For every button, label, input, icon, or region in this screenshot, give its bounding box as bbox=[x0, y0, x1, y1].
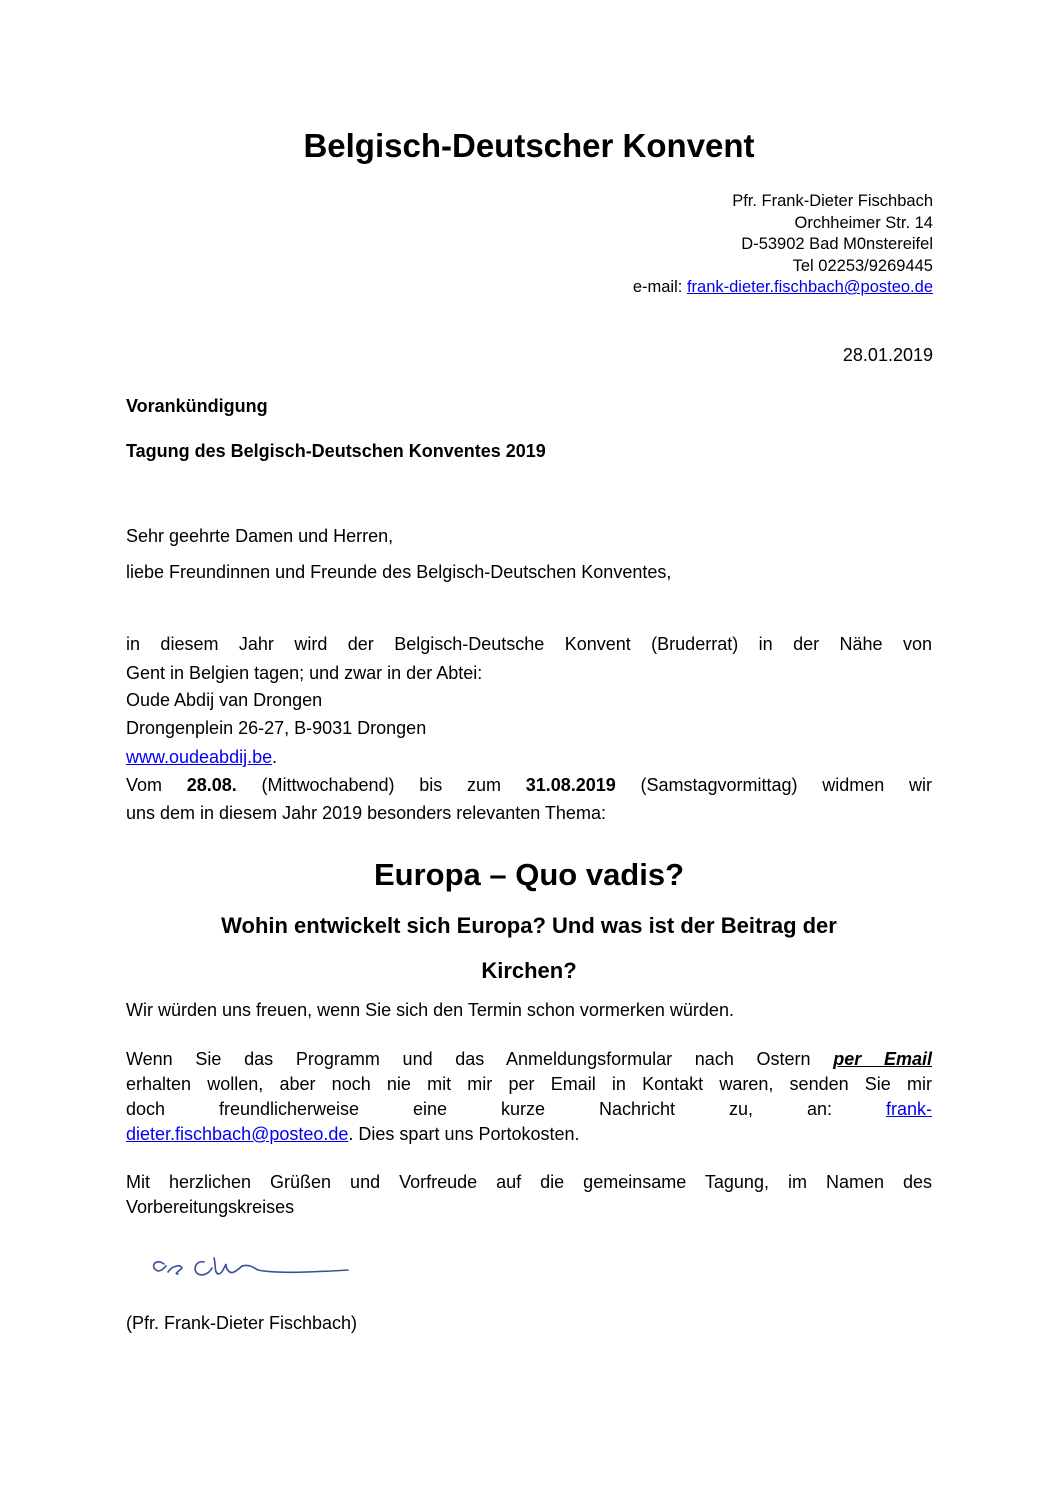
closing-line-2: Vorbereitungskreises bbox=[126, 1197, 295, 1217]
signature-name: (Pfr. Frank-Dieter Fischbach) bbox=[126, 1313, 358, 1333]
letter-title: Belgisch-Deutscher Konvent bbox=[303, 127, 755, 164]
sender-phone: Tel 02253/9269445 bbox=[792, 256, 933, 275]
sender-email-label: e-mail: bbox=[632, 278, 687, 296]
para1-line-2: Gent in Belgien tagen; und zwar in der Abtei: bbox=[126, 663, 483, 683]
venue-name: Oude Abdij van Drongen bbox=[126, 690, 323, 710]
theme-subheadline-2: Kirchen? bbox=[481, 958, 577, 983]
para1-dates-line bbox=[126, 773, 932, 797]
sender-city: D-53902 Bad M0nstereifel bbox=[741, 235, 933, 253]
handwritten-signature bbox=[126, 1228, 376, 1296]
end-date: 31.08.2019 bbox=[525, 775, 616, 795]
per-email-emphasis: per Email bbox=[833, 1049, 932, 1069]
sender-email-link[interactable]: frank-dieter.fischbach@posteo.de bbox=[686, 278, 933, 296]
salutation-line-2: liebe Freundinnen und Freunde des Belgisch-Deutschen Konventes, bbox=[126, 562, 672, 582]
para3-line-1 bbox=[126, 1047, 932, 1071]
closing-line-1: Mit herzlichen Grüßen und Vorfreude auf die gemeinsame Tagung, im Namen des bbox=[126, 1172, 932, 1192]
theme-subheadline-1: Wohin entwickelt sich Europa? Und was ist der Beitrag der bbox=[221, 913, 837, 938]
theme-headline: Europa – Quo vadis? bbox=[373, 857, 685, 892]
contact-email-link-part1[interactable]: frank- bbox=[885, 1099, 932, 1119]
para1-line-1: in diesem Jahr wird der Belgisch-Deutsche Konvent (Bruderrat) in der Nähe von bbox=[126, 634, 932, 654]
salutation-line-1: Sehr geehrte Damen und Herren, bbox=[126, 526, 394, 546]
dates-text-b: (Mittwochabend) bis zum bbox=[236, 775, 526, 795]
subject-preannouncement: Vorankündigung bbox=[126, 396, 268, 416]
sender-block bbox=[633, 191, 933, 299]
sender-email-line bbox=[633, 277, 933, 299]
para3-text-a: Wenn Sie das Programm und das Anmeldungsformular nach Ostern bbox=[126, 1049, 834, 1069]
dates-text-c: (Samstagvormittag) widmen wir bbox=[615, 775, 932, 795]
para3-line-4 bbox=[126, 1122, 932, 1146]
start-date: 28.08. bbox=[186, 775, 237, 795]
venue-website-link[interactable]: www.oudeabdij.be bbox=[126, 747, 273, 767]
venue-website-line bbox=[126, 745, 932, 769]
subject-conference: Tagung des Belgisch-Deutschen Konventes 2019 bbox=[126, 441, 546, 461]
venue-address: Drongenplein 26-27, B-9031 Drongen bbox=[126, 718, 427, 738]
para3-line-3 bbox=[126, 1097, 932, 1121]
para1-line-4: uns dem in diesem Jahr 2019 besonders relevanten Thema: bbox=[126, 803, 606, 823]
dates-text-a: Vom bbox=[126, 775, 187, 795]
para3-text-d: . Dies spart uns Portokosten. bbox=[348, 1124, 580, 1144]
letter-date: 28.01.2019 bbox=[842, 345, 933, 365]
venue-website-suffix: . bbox=[272, 747, 278, 767]
contact-email-link-part2[interactable]: dieter.fischbach@posteo.de bbox=[126, 1124, 349, 1144]
sender-street: Orchheimer Str. 14 bbox=[794, 213, 933, 232]
para3-text-c: doch freundlicherweise eine kurze Nachricht zu, an: bbox=[126, 1099, 886, 1119]
sender-name: Pfr. Frank-Dieter Fischbach bbox=[732, 192, 933, 210]
para3-line-2: erhalten wollen, aber noch nie mit mir per Email in Kontakt waren, senden Sie mir bbox=[126, 1074, 932, 1094]
para2: Wir würden uns freuen, wenn Sie sich den Termin schon vormerken würden. bbox=[126, 1000, 734, 1020]
